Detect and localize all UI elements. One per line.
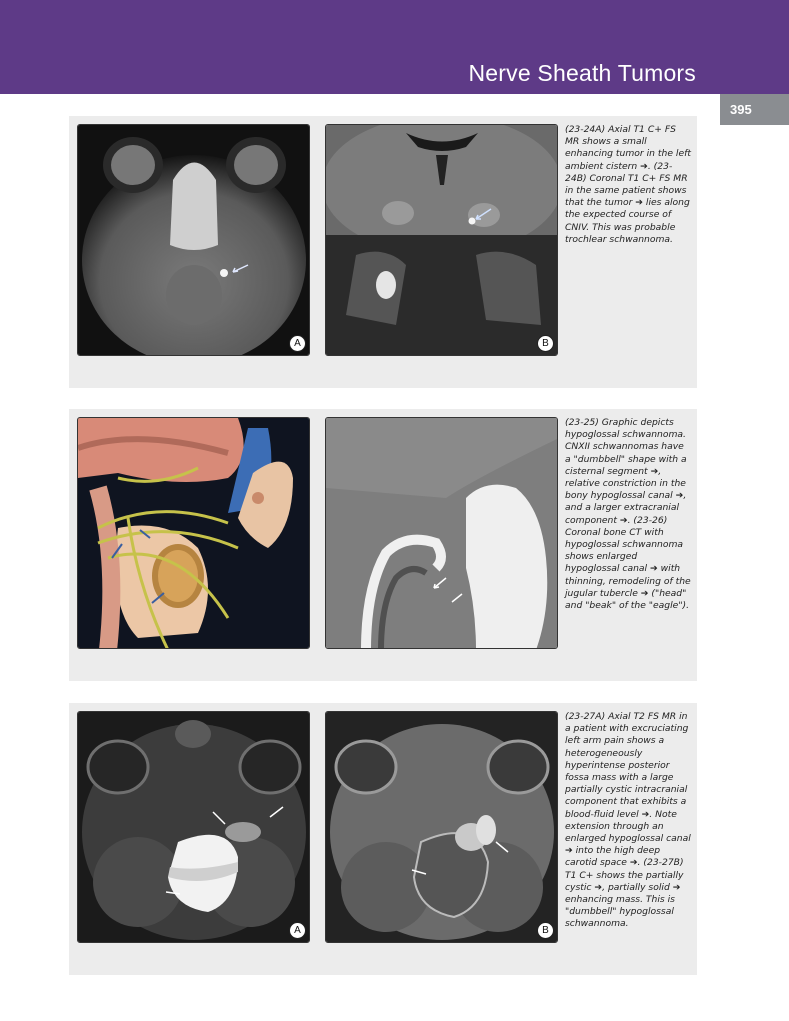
axial-t2-mr-image bbox=[77, 711, 310, 943]
figure-panel-23-24 bbox=[69, 116, 697, 388]
coronal-mr-image bbox=[325, 124, 558, 356]
figure-panel-23-27 bbox=[69, 703, 697, 975]
chapter-title: Nerve Sheath Tumors bbox=[468, 60, 696, 86]
coronal-bone-ct-image bbox=[325, 417, 558, 649]
figure-letter-a: A bbox=[289, 335, 306, 352]
caption-text: (23-27A) Axial T2 FS MR in a patient with excruciating left arm pain shows a heterogeneously hyperintense posterior fossa mass with a large partially cystic intracranial component that exhibits a blood-fluid level ➔. Note extension through an enlarged hypoglossal canal ➔ into the high deep carotid space ➔. (23-27B) T1 C+ shows the partially cystic ➔, partially solid ➔ enhancing mass. This is "dumbbell" hypoglossal schwannoma. bbox=[565, 711, 691, 930]
page-number: 395 bbox=[720, 94, 789, 125]
figure-letter-a: A bbox=[289, 922, 306, 939]
figure-letter-b: B bbox=[537, 922, 554, 939]
figure-caption-23-27 bbox=[565, 711, 691, 931]
figure-caption-23-24 bbox=[565, 124, 691, 246]
caption-text: (23-25) Graphic depicts hypoglossal schwannoma. CNXII schwannomas have a "dumbbell" shape with a cisternal segment ➔, relative constriction in the bony hypoglossal canal ➔, and a larger extracranial component ➔. (23-26) Coronal bone CT with hypoglossal schwannoma shows enlarged hypoglossal canal ➔ with thinning, remodeling of the jugular tubercle ➔ ("head" and "beak" of the "eagle"). bbox=[565, 417, 691, 612]
axial-t1-postcontrast-image bbox=[325, 711, 558, 943]
figure-caption-23-25-26 bbox=[565, 417, 691, 612]
figure-panel-23-25-26 bbox=[69, 409, 697, 681]
axial-mr-image bbox=[77, 124, 310, 356]
figure-letter-b: B bbox=[537, 335, 554, 352]
hypoglossal-schwannoma-graphic bbox=[77, 417, 310, 649]
caption-text: (23-24A) Axial T1 C+ FS MR shows a small enhancing tumor in the left ambient cistern ➔. (23-24B) Coronal T1 C+ FS MR in the same patient shows that the tumor ➔ lies along the expected course of CNIV. This was probable trochlear schwannoma. bbox=[565, 124, 691, 245]
